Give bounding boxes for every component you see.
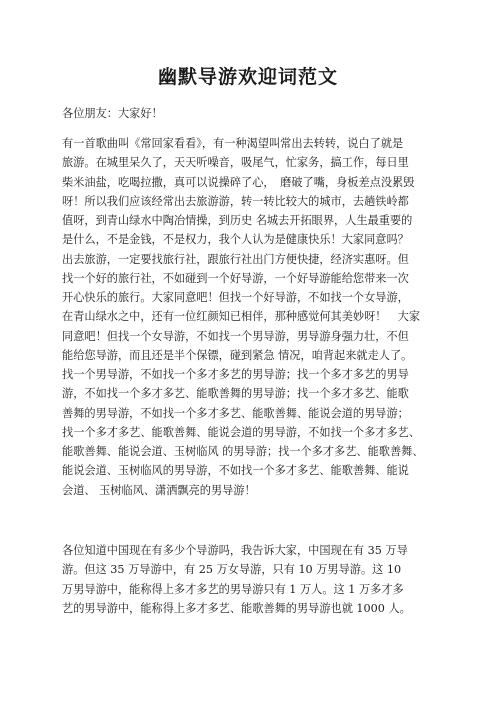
document-title: 幽默导游欢迎词范文	[157, 66, 338, 88]
paragraph-line: 有一首歌曲叫《常回家看看》，有一种渴望叫常出去转转，说白了就是	[62, 137, 404, 150]
paragraph-line: 能歌善舞、能说会道、玉树临风 的男导游；找一个多才多艺、能歌善舞、	[62, 445, 424, 458]
paragraph-line: 在青山绿水之中，还有一位红颜知已相伴，那种感觉何其美妙呀！ 大家	[62, 310, 421, 324]
paragraph-line: 呀！所以我们应该经常出去旅游游，转一转比较大的城市，去趟铁岭都	[62, 194, 409, 208]
body-paragraph	[62, 541, 442, 618]
paragraph-line: 同意吧！但找一个女导游，不如找一个男导游，男导游身强力壮，不但	[62, 329, 409, 343]
paragraph-line: 各位知道中国现在有多少个导游吗，我告诉大家，中国现在有 35 万导	[62, 544, 408, 557]
paragraph-line: 是什么，不是金钱，不是权力，我个人认为是健康快乐！大家同意吗？	[62, 233, 409, 247]
paragraph-line: 游，不如找一个多才多艺、能歌善舞的男导游；找一个多才多艺、能歌	[62, 387, 409, 401]
greeting-line: 各位朋友：大家好！	[62, 107, 163, 120]
paragraph-line: 出去旅游，一定要找旅行社，跟旅行社出门方便快捷，经济实惠呀。但	[62, 252, 409, 266]
body-paragraph	[62, 134, 442, 500]
paragraph-line: 开心快乐的旅行。大家同意吧！但找一个好导游，不如找一个女导游，	[62, 291, 409, 304]
paragraph-line: 善舞的男导游，不如找一个多才多艺、能歌善舞、能说会道的男导游；	[62, 406, 409, 420]
paragraph-line: 会道、 玉树临风、潇洒飘亮的男导游！	[62, 483, 256, 497]
paragraph-line: 柴米油盐，吃喝拉撒，真可以说操碎了心， 磨破了嘴，身板差点没累毁	[62, 175, 415, 189]
paragraph-line: 能给您导游，而且还是半个保镖，碰到紧急 情况，咱背起来就走人了。	[62, 348, 413, 362]
paragraph-line: 旅游。在城里呆久了，天天听噪音，吸尾气，忙家务，搞工作，每日里	[62, 156, 409, 170]
paragraph-line: 值呀，到青山绿水中陶冶情操，到历史 名城去开拓眼界，人生最重要的	[62, 214, 413, 227]
paragraph-line: 艺的男导游中，能称得上多才多艺、能歌善舞的男导游也就 1000 人。	[62, 601, 411, 615]
paragraph-line: 万男导游中，能称得上多才多艺的男导游只有 1 万人。这 1 万多才多	[62, 582, 404, 596]
paragraph-line: 能说会道、玉树临风的男导游，不如找一个多才多艺、能歌善舞、能说	[62, 464, 409, 478]
paragraph-line: 找一个好的旅行社，不如碰到一个好导游，一个好导游能给您带来一次	[62, 271, 409, 285]
paragraph-line: 游。但这 35 万导游中，有 25 万女导游，只有 10 万男导游。这 10	[62, 563, 402, 577]
paragraph-line: 找一个多才多艺、能歌善舞、能说会道的男导游，不如找一个多才多艺、	[62, 425, 421, 439]
paragraph-line: 找一个男导游，不如找一个多才多艺的男导游；找一个多才多艺的男导	[62, 368, 409, 381]
